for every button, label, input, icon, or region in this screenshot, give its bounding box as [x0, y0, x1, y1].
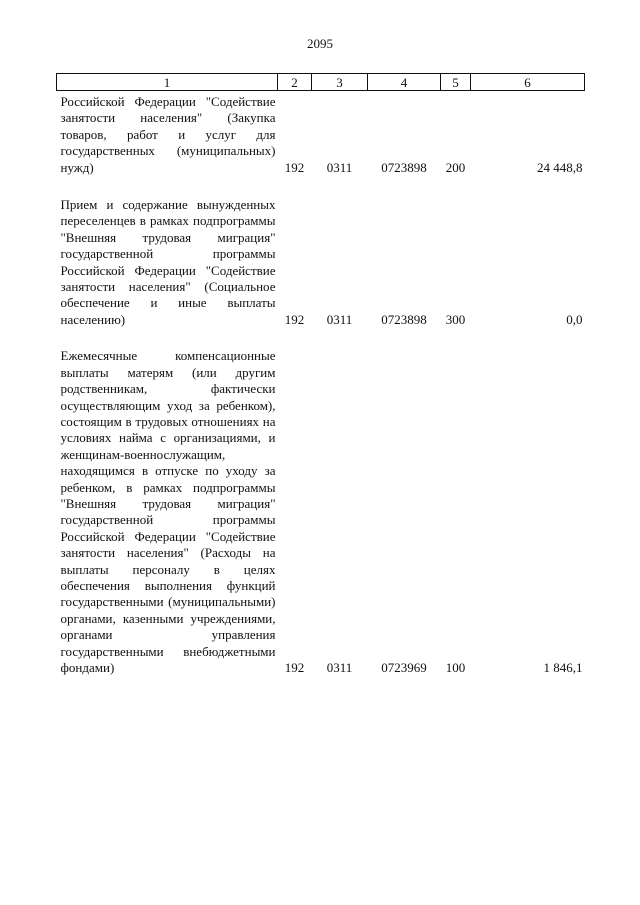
row-rz-code: 0311	[326, 159, 353, 175]
row-amount: 1 846,1	[543, 660, 583, 675]
budget-table	[56, 73, 585, 676]
row-csr-code: 0723969	[381, 660, 427, 675]
header-col-5: 5	[441, 74, 471, 91]
table-header	[57, 74, 585, 91]
row-vr-code: 100	[445, 660, 466, 675]
header-row	[57, 74, 585, 91]
row-vr-code: 300	[445, 311, 466, 327]
row-amount: 24 448,8	[537, 159, 583, 175]
row-amount: 0,0	[566, 311, 583, 327]
row-csr-code: 0723898	[381, 311, 427, 327]
row-rz-code: 0311	[326, 311, 353, 327]
header-col-6: 6	[471, 74, 585, 91]
header-col-4: 4	[368, 74, 441, 91]
table-row	[57, 91, 585, 177]
row-description: Российской Федерации "Содействие занятости населения" (Закупка товаров, работ и услуг для государственных (муниципальных) нужд)	[60, 94, 276, 175]
row-vr-code: 200	[445, 159, 466, 175]
row-rz-code: 0311	[326, 660, 353, 675]
row-csr-code: 0723898	[381, 159, 427, 175]
header-col-1: 1	[57, 74, 278, 91]
table-body	[57, 91, 585, 677]
row-gr-code: 192	[284, 311, 305, 327]
table-row	[57, 176, 585, 328]
page-number: 2095	[307, 36, 333, 51]
row-description: Ежемесячные компенсационные выплаты матерям (или другим родственникам, фактически осуществляющим уход за ребенком), состоящим в трудовых отношениях на условиях найма с организациями, и женщинам-военнослужащим, находящимся в отпуске по уходу за ребенком, в рамках подпрограммы "Внешняя трудовая миграция" государственной программы Российской Федерации "Содействие занятости населения" (Расходы на выплаты персоналу в целях обеспечения выполнения функций государственными (муниципальными) органами, казенными учреждениями, органами управления государственными внебюджетными фондами)	[60, 348, 276, 675]
table-row	[57, 328, 585, 676]
row-gr-code: 192	[284, 159, 305, 175]
header-col-3: 3	[312, 74, 368, 91]
row-description: Прием и содержание вынужденных переселенцев в рамках подпрограммы "Внешняя трудовая миграция" государственной программы Российской Федерации "Содействие занятости населения" (Социальное обеспечение и иные выплаты населению)	[60, 197, 276, 327]
header-col-2: 2	[278, 74, 312, 91]
row-gr-code: 192	[284, 660, 305, 675]
